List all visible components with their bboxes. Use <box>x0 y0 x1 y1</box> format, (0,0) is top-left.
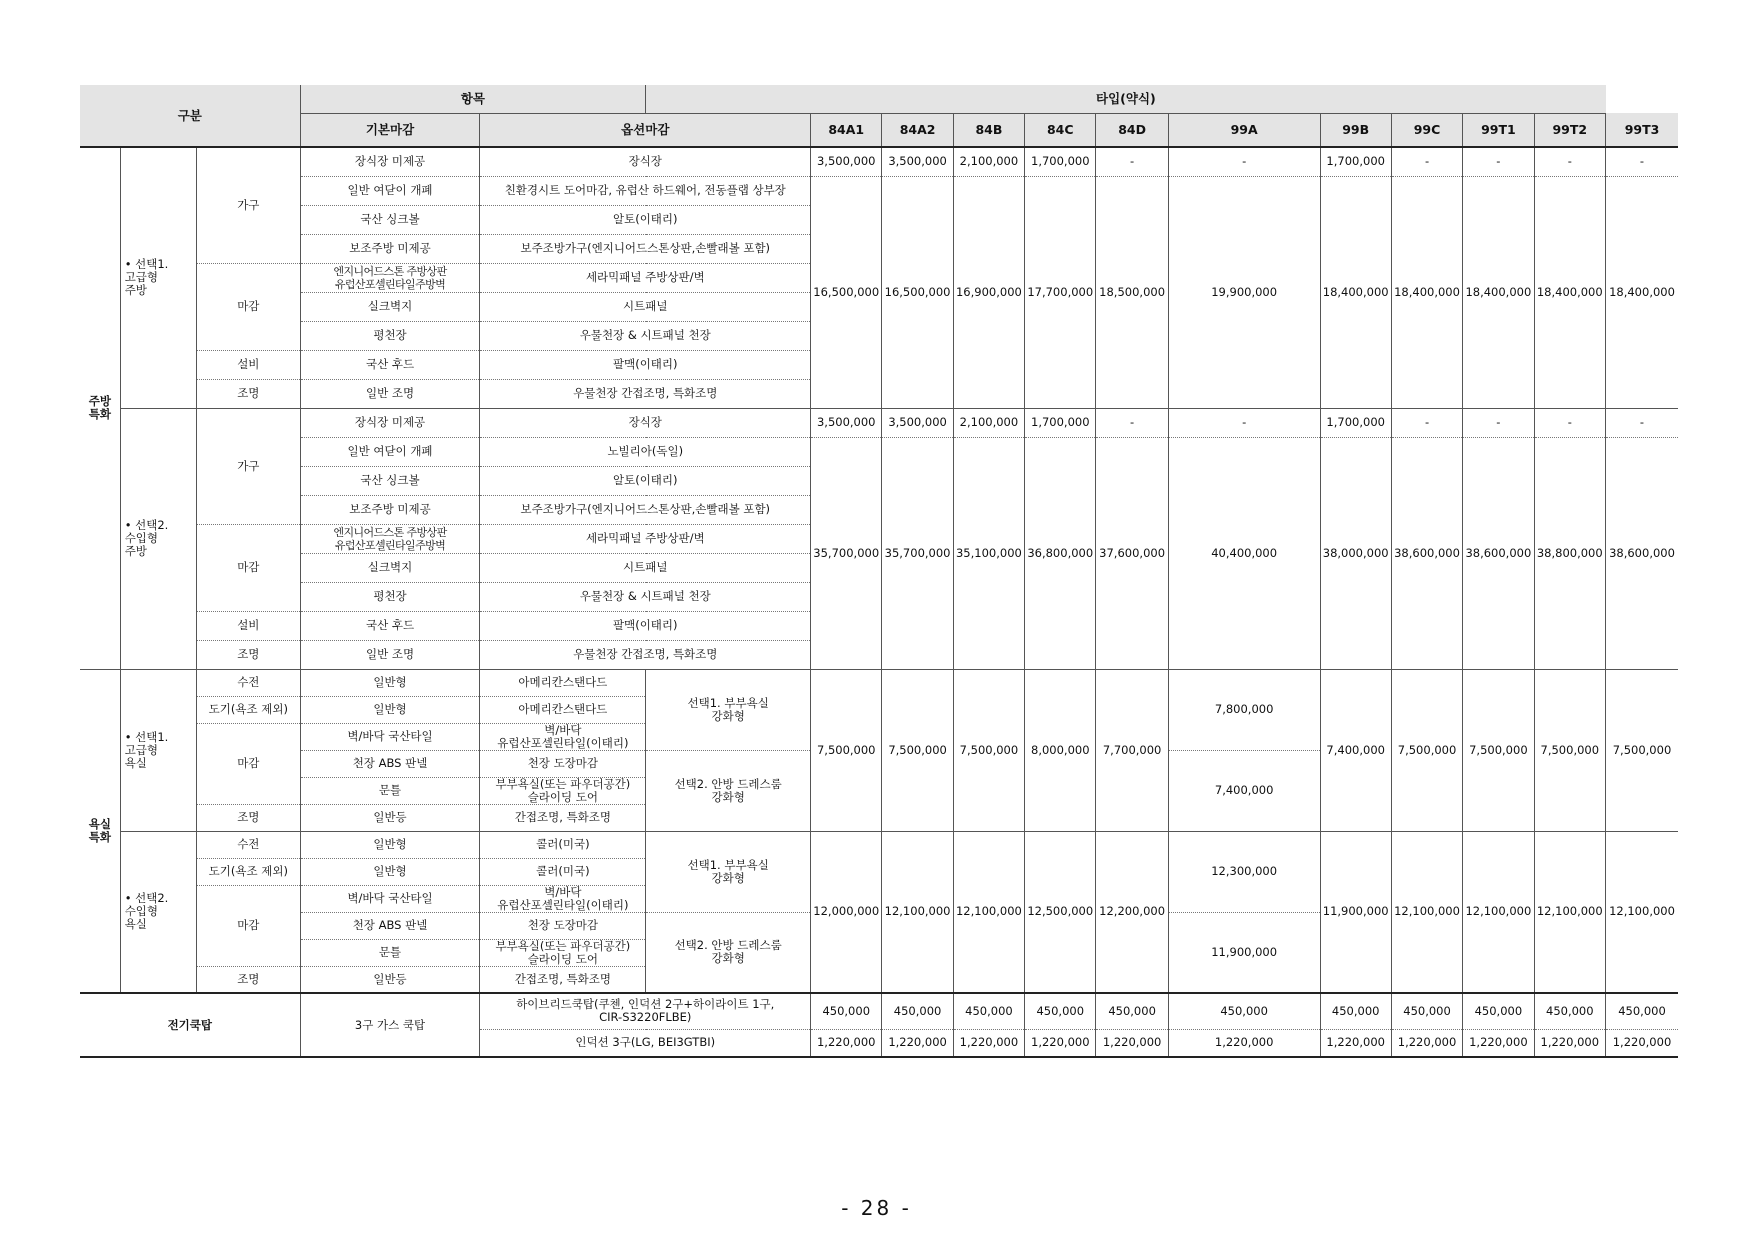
price-cell: 7,500,000 <box>953 669 1024 831</box>
price-cell: 12,100,000 <box>953 831 1024 993</box>
price-cell: 16,500,000 <box>811 176 882 408</box>
basic-spec: 장식장 미제공 <box>300 408 480 437</box>
category-finish: 마감 <box>197 263 301 350</box>
price-cell: 450,000 <box>953 993 1024 1029</box>
price-cell: - <box>1168 408 1320 437</box>
price-cell: 1,700,000 <box>1025 408 1096 437</box>
option-spec: 인덕션 3구(LG, BEI3GTBI) <box>480 1029 811 1057</box>
price-cell: 7,700,000 <box>1096 669 1168 831</box>
price-cell: 12,200,000 <box>1096 831 1168 993</box>
option-spec: 장식장 <box>480 408 811 437</box>
category-finish: 마감 <box>197 723 301 804</box>
basic-spec: 실크벽지 <box>300 292 480 321</box>
basic-spec: 일반 조명 <box>300 379 480 408</box>
price-cell: 40,400,000 <box>1168 437 1320 669</box>
price-cell: 37,600,000 <box>1096 437 1168 669</box>
price-cell: 1,220,000 <box>1168 1029 1320 1057</box>
option-dressroom: 선택2. 안방 드레스룸 강화형 <box>646 912 811 993</box>
option-master-bath: 선택1. 부부욕실 강화형 <box>646 669 811 750</box>
price-cell: 1,220,000 <box>1391 1029 1462 1057</box>
table-row <box>80 437 1678 466</box>
basic-spec: 국산 후드 <box>300 350 480 379</box>
price-cell: 38,800,000 <box>1534 437 1605 669</box>
option-spec: 시트패널 <box>480 553 811 582</box>
price-cell: 1,220,000 <box>1534 1029 1605 1057</box>
header-type: 84B <box>953 113 1024 147</box>
price-cell: 7,400,000 <box>1320 669 1391 831</box>
option-spec: 보주조방가구(엔지니어드스톤상판,손빨래볼 포함) <box>480 495 811 524</box>
price-cell: 3,500,000 <box>882 408 953 437</box>
section-cooktop: 전기쿡탑 <box>80 993 300 1057</box>
table-row <box>80 176 1678 205</box>
table-row <box>80 408 1678 437</box>
page-number: - 28 - <box>841 1196 912 1220</box>
basic-spec: 엔지니어드스톤 주방상판 유럽산포셀린타일주방벽 <box>300 524 480 553</box>
option-spec: 아메리칸스탠다드 <box>480 696 646 723</box>
price-cell: - <box>1463 147 1534 176</box>
price-cell: 7,500,000 <box>811 669 882 831</box>
category-equipment: 설비 <box>197 611 301 640</box>
table-body <box>80 85 1678 1057</box>
price-cell: 1,700,000 <box>1320 408 1391 437</box>
price-cell: 2,100,000 <box>953 147 1024 176</box>
price-cell: 12,100,000 <box>1606 831 1678 993</box>
basic-spec: 일반 여닫이 개폐 <box>300 176 480 205</box>
basic-spec: 국산 후드 <box>300 611 480 640</box>
basic-spec: 천장 ABS 판넬 <box>300 912 480 939</box>
price-cell: - <box>1096 147 1168 176</box>
category-lighting: 조명 <box>197 640 301 669</box>
option-spec: 팔맥(이태리) <box>480 350 811 379</box>
price-cell: 16,900,000 <box>953 176 1024 408</box>
table-row <box>80 669 1678 696</box>
price-cell: 38,600,000 <box>1391 437 1462 669</box>
price-cell: 450,000 <box>1606 993 1678 1029</box>
price-cell: 35,700,000 <box>811 437 882 669</box>
price-cell: 12,100,000 <box>882 831 953 993</box>
price-cell: 450,000 <box>882 993 953 1029</box>
price-cell: - <box>1534 147 1605 176</box>
header-type-group: 타입(약식) <box>646 85 1606 113</box>
price-cell: - <box>1391 147 1462 176</box>
price-cell: 35,100,000 <box>953 437 1024 669</box>
option-spec: 간접조명, 특화조명 <box>480 804 646 831</box>
bath-sel1-label: • 선택1. 고급형 욕실 <box>120 669 196 831</box>
basic-spec: 일반등 <box>300 804 480 831</box>
basic-spec: 일반형 <box>300 696 480 723</box>
price-cell: 450,000 <box>811 993 882 1029</box>
basic-spec: 일반 여닫이 개폐 <box>300 437 480 466</box>
header-type: 99T2 <box>1534 113 1605 147</box>
option-spec: 시트패널 <box>480 292 811 321</box>
basic-spec: 문틀 <box>300 777 480 804</box>
kitchen-sel2-label: • 선택2. 수입형 주방 <box>120 408 196 669</box>
option-spec: 우물천장 & 시트패널 천장 <box>480 582 811 611</box>
header-type: 84A2 <box>882 113 953 147</box>
option-spec: 부부욕실(또는 파우더공간) 슬라이딩 도어 <box>480 777 646 804</box>
basic-spec: 천장 ABS 판넬 <box>300 750 480 777</box>
price-cell: - <box>1534 408 1605 437</box>
option-master-bath: 선택1. 부부욕실 강화형 <box>646 831 811 912</box>
basic-spec: 일반형 <box>300 831 480 858</box>
price-cell: - <box>1606 408 1678 437</box>
price-cell: 1,220,000 <box>1096 1029 1168 1057</box>
price-cell: 17,700,000 <box>1025 176 1096 408</box>
price-cell: 2,100,000 <box>953 408 1024 437</box>
category-faucet: 수전 <box>197 831 301 858</box>
price-cell: 3,500,000 <box>882 147 953 176</box>
basic-spec: 3구 가스 쿡탑 <box>300 993 480 1057</box>
category-lighting: 조명 <box>197 804 301 831</box>
header-type: 84A1 <box>811 113 882 147</box>
option-spec: 친환경시트 도어마감, 유럽산 하드웨어, 전동플랩 상부장 <box>480 176 811 205</box>
price-cell: 18,400,000 <box>1534 176 1605 408</box>
option-spec: 장식장 <box>480 147 811 176</box>
table-row <box>80 113 1678 147</box>
table-row <box>80 147 1678 176</box>
price-cell: 12,100,000 <box>1391 831 1462 993</box>
basic-spec: 국산 싱크볼 <box>300 205 480 234</box>
option-spec: 천장 도장마감 <box>480 750 646 777</box>
price-cell: 19,900,000 <box>1168 176 1320 408</box>
price-cell: 450,000 <box>1391 993 1462 1029</box>
basic-spec: 평천장 <box>300 582 480 611</box>
category-furniture: 가구 <box>197 147 301 263</box>
section-kitchen: 주방 특화 <box>80 147 120 669</box>
basic-spec: 장식장 미제공 <box>300 147 480 176</box>
price-cell: 38,600,000 <box>1606 437 1678 669</box>
price-cell: 18,400,000 <box>1320 176 1391 408</box>
basic-spec: 일반형 <box>300 858 480 885</box>
option-spec: 노빌리아(독일) <box>480 437 811 466</box>
option-spec: 콜러(미국) <box>480 831 646 858</box>
category-toilet: 도기(욕조 제외) <box>197 858 301 885</box>
option-spec: 알토(이태리) <box>480 466 811 495</box>
section-bath: 욕실 특화 <box>80 669 120 993</box>
basic-spec: 보조주방 미제공 <box>300 495 480 524</box>
basic-spec: 일반형 <box>300 669 480 696</box>
basic-spec: 국산 싱크볼 <box>300 466 480 495</box>
option-spec: 세라믹패널 주방상판/벽 <box>480 524 811 553</box>
price-cell: 11,900,000 <box>1320 831 1391 993</box>
price-cell: 1,220,000 <box>1320 1029 1391 1057</box>
price-cell: 1,700,000 <box>1025 147 1096 176</box>
price-cell: 38,000,000 <box>1320 437 1391 669</box>
header-type: 84C <box>1025 113 1096 147</box>
price-cell: 1,220,000 <box>1463 1029 1534 1057</box>
table-row <box>80 993 1678 1029</box>
table-row <box>80 831 1678 858</box>
option-spec: 부부욕실(또는 파우더공간) 슬라이딩 도어 <box>480 939 646 966</box>
header-type: 99T3 <box>1606 113 1678 147</box>
kitchen-sel1-label: • 선택1. 고급형 주방 <box>120 147 196 408</box>
header-type: 99A <box>1168 113 1320 147</box>
price-cell: 1,220,000 <box>811 1029 882 1057</box>
table-row <box>80 85 1678 113</box>
option-spec: 간접조명, 특화조명 <box>480 966 646 993</box>
option-spec: 아메리칸스탠다드 <box>480 669 646 696</box>
option-spec: 천장 도장마감 <box>480 912 646 939</box>
price-cell: 450,000 <box>1534 993 1605 1029</box>
price-cell: 7,500,000 <box>1391 669 1462 831</box>
price-cell: 7,500,000 <box>882 669 953 831</box>
category-finish: 마감 <box>197 885 301 966</box>
price-cell: 12,000,000 <box>811 831 882 993</box>
price-cell: 12,100,000 <box>1463 831 1534 993</box>
header-type: 99B <box>1320 113 1391 147</box>
price-cell: 12,100,000 <box>1534 831 1605 993</box>
price-cell-99a: 7,400,000 <box>1168 750 1320 831</box>
price-cell: 7,500,000 <box>1606 669 1678 831</box>
category-finish: 마감 <box>197 524 301 611</box>
price-cell: 1,220,000 <box>953 1029 1024 1057</box>
price-cell: 36,800,000 <box>1025 437 1096 669</box>
header-basic: 기본마감 <box>300 113 480 147</box>
price-cell: - <box>1391 408 1462 437</box>
price-cell-99a: 11,900,000 <box>1168 912 1320 993</box>
category-faucet: 수전 <box>197 669 301 696</box>
basic-spec: 실크벽지 <box>300 553 480 582</box>
header-item: 항목 <box>300 85 646 113</box>
price-cell: 18,400,000 <box>1463 176 1534 408</box>
basic-spec: 일반 조명 <box>300 640 480 669</box>
option-spec: 팔맥(이태리) <box>480 611 811 640</box>
price-cell: - <box>1096 408 1168 437</box>
price-cell: 35,700,000 <box>882 437 953 669</box>
category-lighting: 조명 <box>197 966 301 993</box>
price-cell: 1,220,000 <box>1025 1029 1096 1057</box>
category-furniture: 가구 <box>197 408 301 524</box>
category-equipment: 설비 <box>197 350 301 379</box>
price-cell: 450,000 <box>1025 993 1096 1029</box>
option-spec: 콜러(미국) <box>480 858 646 885</box>
price-cell: - <box>1463 408 1534 437</box>
option-spec: 우물천장 & 시트패널 천장 <box>480 321 811 350</box>
price-cell: 1,220,000 <box>882 1029 953 1057</box>
option-spec: 보주조방가구(엔지니어드스톤상판,손빨래볼 포함) <box>480 234 811 263</box>
price-cell: 450,000 <box>1096 993 1168 1029</box>
price-cell: 38,600,000 <box>1463 437 1534 669</box>
price-cell: 3,500,000 <box>811 147 882 176</box>
price-cell: 8,000,000 <box>1025 669 1096 831</box>
option-spec: 세라믹패널 주방상판/벽 <box>480 263 811 292</box>
basic-spec: 벽/바닥 국산타일 <box>300 723 480 750</box>
price-cell-99a: 7,800,000 <box>1168 669 1320 750</box>
price-cell: 16,500,000 <box>882 176 953 408</box>
basic-spec: 보조주방 미제공 <box>300 234 480 263</box>
option-spec: 우물천장 간접조명, 특화조명 <box>480 379 811 408</box>
category-lighting: 조명 <box>197 379 301 408</box>
price-cell: 450,000 <box>1463 993 1534 1029</box>
header-gubun: 구분 <box>80 85 300 147</box>
option-spec: 하이브리드쿡탑(쿠첸, 인덕션 2구+하이라이트 1구, CIR-S3220FLBE) <box>480 993 811 1029</box>
header-type: 84D <box>1096 113 1168 147</box>
price-cell: 1,700,000 <box>1320 147 1391 176</box>
price-cell: 18,500,000 <box>1096 176 1168 408</box>
header-option: 옵션마감 <box>480 113 811 147</box>
price-cell-99a: 12,300,000 <box>1168 831 1320 912</box>
price-cell: 3,500,000 <box>811 408 882 437</box>
price-cell: 450,000 <box>1320 993 1391 1029</box>
bath-sel2-label: • 선택2. 수입형 욕실 <box>120 831 196 993</box>
header-type: 99T1 <box>1463 113 1534 147</box>
basic-spec: 일반등 <box>300 966 480 993</box>
option-spec: 우물천장 간접조명, 특화조명 <box>480 640 811 669</box>
basic-spec: 평천장 <box>300 321 480 350</box>
price-cell: 7,500,000 <box>1463 669 1534 831</box>
option-dressroom: 선택2. 안방 드레스룸 강화형 <box>646 750 811 831</box>
price-cell: 18,400,000 <box>1606 176 1678 408</box>
basic-spec: 벽/바닥 국산타일 <box>300 885 480 912</box>
option-spec: 벽/바닥 유럽산포셀린타일(이태리) <box>480 723 646 750</box>
price-cell: 7,500,000 <box>1534 669 1605 831</box>
price-cell: 12,500,000 <box>1025 831 1096 993</box>
category-toilet: 도기(욕조 제외) <box>197 696 301 723</box>
price-cell: 450,000 <box>1168 993 1320 1029</box>
basic-spec: 문틀 <box>300 939 480 966</box>
price-cell: - <box>1168 147 1320 176</box>
option-spec: 벽/바닥 유럽산포셀린타일(이태리) <box>480 885 646 912</box>
option-price-table <box>80 85 1678 1058</box>
option-spec: 알토(이태리) <box>480 205 811 234</box>
price-cell: 18,400,000 <box>1391 176 1462 408</box>
price-cell: - <box>1606 147 1678 176</box>
basic-spec: 엔지니어드스톤 주방상판 유럽산포셀린타일주방벽 <box>300 263 480 292</box>
header-type: 99C <box>1391 113 1462 147</box>
price-cell: 1,220,000 <box>1606 1029 1678 1057</box>
